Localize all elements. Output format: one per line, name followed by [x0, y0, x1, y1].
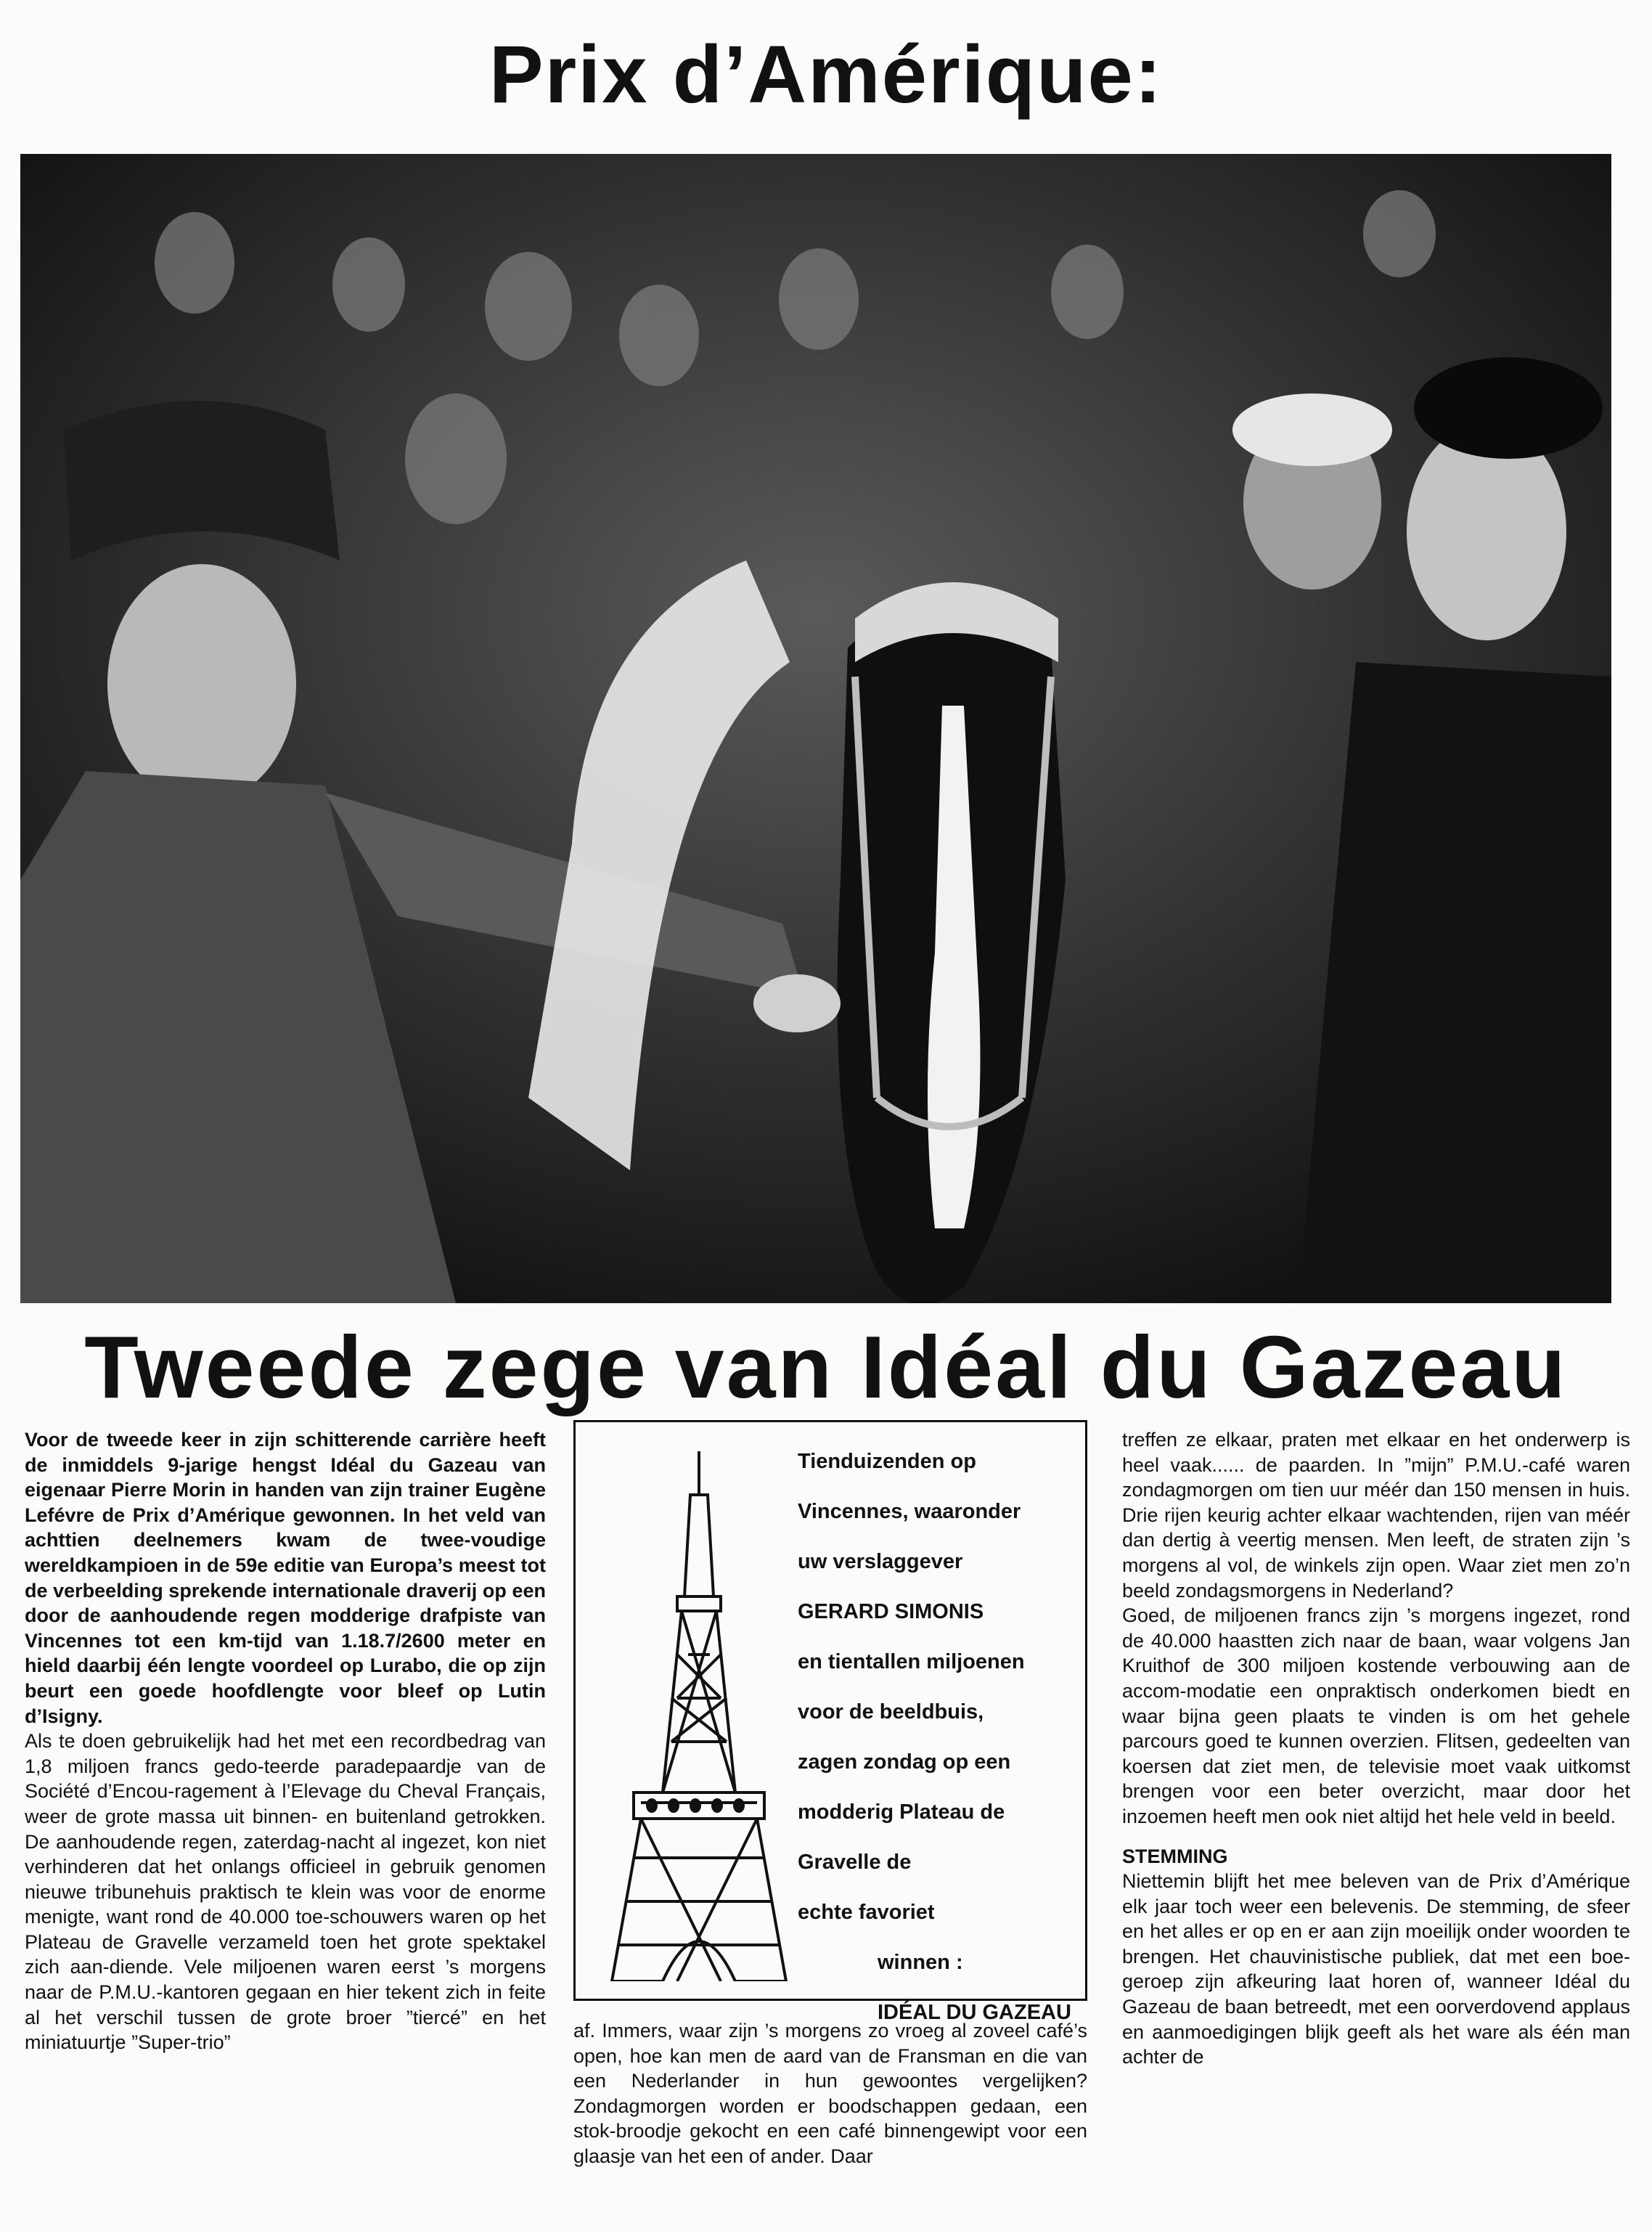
info-box-line: winnen :	[878, 1951, 963, 1974]
article-column-2	[573, 2018, 1087, 2169]
info-box-line: echte favoriet	[798, 1901, 935, 1924]
article-headline: Tweede zege van Idéal du Gazeau	[84, 1318, 1568, 1416]
eiffel-tower-icon	[605, 1451, 793, 1981]
article-column-1	[25, 1427, 546, 2055]
article-paragraph: Als te doen gebruikelijk had het met een recordbedrag van 1,8 miljoen francs gedo-teerde paradepaardje van de Société d’Encou-ragement à l’Elevage du Cheval Français, weer de grote massa uit binnen- en buitenland getrokken. De aanhoudende regen, zaterdag-nacht al ingezet, kon niet verhinderen dat het onlangs officieel in gebruik genomen nieuwe tribunehuis praktisch te klein was voor de enorme menigte, want rond de 40.000 toe-schouwers waren op het Plateau de Gravelle verzameld toen het grote spektakel zich aan-diende. Vele miljoenen waren eerst ’s morgens naar de P.M.U.-kantoren gegaan en hier tekent zich in feite al het verschil tussen de grote broer ”tiercé” en het miniatuurtje ”Super-trio”	[25, 1730, 546, 2054]
info-box-line: voor de beeldbuis,	[798, 1700, 984, 1724]
info-box-line: Gravelle de	[798, 1851, 912, 1874]
info-box-line: GERARD SIMONIS	[798, 1600, 984, 1623]
info-box-line: Tienduizenden op	[798, 1450, 976, 1473]
info-box-line: IDÉAL DU GAZEAU	[878, 2001, 1071, 2024]
info-box	[573, 1420, 1087, 2024]
article-paragraph: Niettemin blijft het mee beleven van de Prix d’Amérique elk jaar toch weer een belevenis. De stemming, de sfeer en het alles er op en er aan zijn moeilijk onder woorden te brengen. Het chauvinistische publiek, dat met een boe-geroep zijn afkeuring laat horen of, wanneer Idéal du Gazeau de baan betreedt, met een oorverdovend applaus en aanmoedigingen blijk geeft als het ware als één man achter de	[1122, 1870, 1630, 2068]
info-box-line: uw verslaggever	[798, 1550, 963, 1573]
article-column-3	[1122, 1427, 1630, 2070]
article-photo	[20, 154, 1611, 1303]
photo-horse-crowd-icon	[20, 154, 1611, 1303]
article-paragraph: treffen ze elkaar, praten met elkaar en het onderwerp is heel vaak...... de paarden. In ”mijn” P.M.U.-café waren zondagmorgen om tien uur méér dan 150 mensen in huis. Drie rijen keurig achter elkaar wachtenden, rijen van méér dan dertig à veertig mensen. Men leeft, de straten zijn ’s morgens al vol, de winkels zijn open. Waar ziet men zo’n beeld zondagsmorgens in Nederland?	[1122, 1429, 1630, 1602]
info-box-line: en tientallen miljoenen	[798, 1650, 1025, 1673]
article-paragraph: Goed, de miljoenen francs zijn ’s morgens ingezet, rond de 40.000 haastten zich naar de baan, waar volgens Jan Kruithof de 300 miljoen kostende verbouwing aan de accom-modatie een onpraktisch onderkomen biedt en waar bijna geen plaats te vinden is om het gehele parcours goed te kunnen overzien. Flitsen, gedeelten van koersen dat ziet men, de televisie moet vaak uitkomst brengen voor een beter overzicht, maar door het inzoemen heeft men ook niet altijd het hele veld in beeld.	[1122, 1604, 1630, 1827]
article-lead-paragraph: Voor de tweede keer in zijn schitterende carrière heeft de inmiddels 9-jarige hengst Idéal du Gazeau van eigenaar Pierre Morin in handen van zijn trainer Eugène Lefévre de Prix d’Amérique gewonnen. In het veld van achttien deelnemers kwam de twee-voudige wereldkampioen in de 59e editie van Europa’s meest tot de verbeelding sprekende internationale draverij op een door de aanhoudende regen modderige drafpiste van Vincennes tot een km-tijd van 1.18.7/2600 meter en hield daarbij één lengte voordeel op Lurabo, die op zijn beurt een goede hoofdlengte voor bleef op Lutin d’Isigny.	[25, 1429, 546, 1727]
info-box-line: Vincennes, waaronder	[798, 1500, 1021, 1523]
article-paragraph: af. Immers, waar zijn ’s morgens zo vroeg al zoveel café’s open, hoe kan men de aard van de Fransman en die van een Nederlander in hun gewoontes vergelijken? Zondagmorgen worden er boodschappen gedaan, een stok-broodje gekocht en een café binnengewipt voor een glaasje van het een of ander. Daar	[573, 2020, 1087, 2167]
info-box-line: modderig Plateau de	[798, 1800, 1005, 1824]
info-box-text	[798, 1437, 1081, 2038]
article-subheading: STEMMING	[1122, 1845, 1228, 1867]
info-box-line: zagen zondag op een	[798, 1750, 1011, 1774]
article-kicker: Prix d’Amérique:	[488, 29, 1164, 120]
